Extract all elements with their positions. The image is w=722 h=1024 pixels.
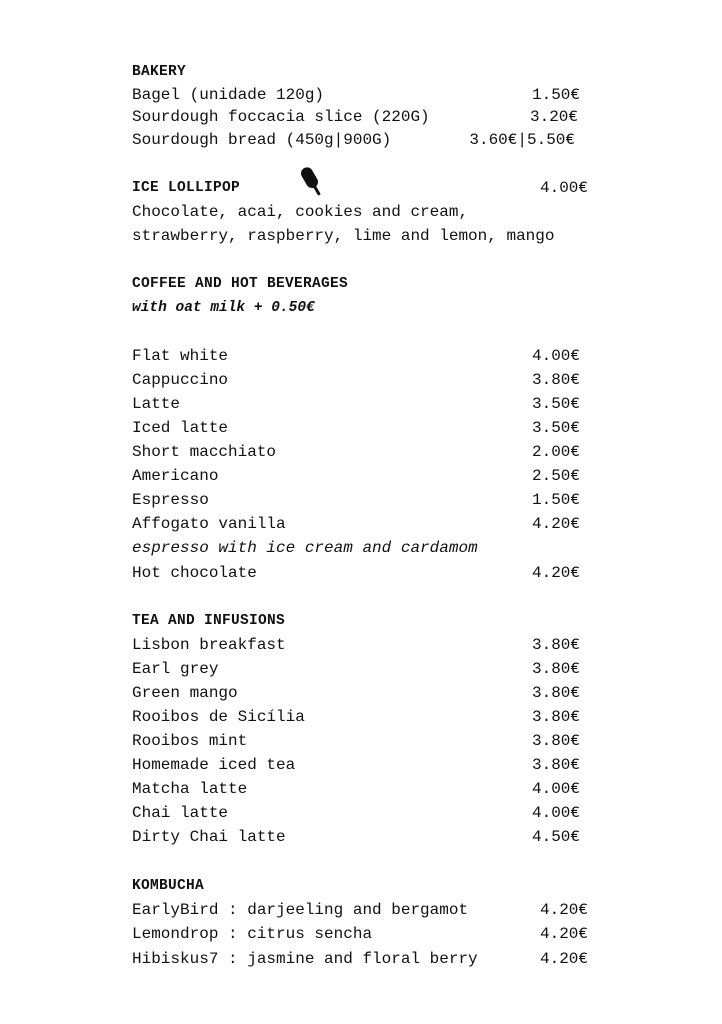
ice-lollipop-price: 4.00€ xyxy=(539,179,588,197)
menu-item-name: Earl grey xyxy=(132,660,219,678)
menu-item-price: 3.50€ xyxy=(531,395,580,413)
menu-item-price: 4.20€ xyxy=(539,925,588,943)
menu-item-price: 4.50€ xyxy=(531,828,580,846)
menu-item-price: 3.80€ xyxy=(531,708,580,726)
menu-item-name: Espresso xyxy=(132,491,209,509)
menu-item-name: Iced latte xyxy=(132,419,229,437)
menu-item-name: Latte xyxy=(132,395,181,413)
tea-heading: TEA AND INFUSIONS xyxy=(132,613,286,629)
menu-item-name: EarlyBird : darjeeling and bergamot xyxy=(132,901,469,919)
menu-item-price: 3.80€ xyxy=(531,732,580,750)
menu-item-price: 3.80€ xyxy=(531,636,580,654)
menu-item-price: 3.80€ xyxy=(531,660,580,678)
ice-lollipop-flavours: strawberry, raspberry, lime and lemon, mango xyxy=(132,227,555,245)
menu-item-name: Dirty Chai latte xyxy=(132,828,286,846)
menu-item-price: 1.50€ xyxy=(531,86,580,104)
menu-item-name: Homemade iced tea xyxy=(132,756,296,774)
menu-item-price: 2.00€ xyxy=(531,443,580,461)
menu-item-name: Affogato vanilla xyxy=(132,515,286,533)
affogato-description: espresso with ice cream and cardamom xyxy=(132,539,478,557)
menu-item-name: Lemondrop : citrus sencha xyxy=(132,925,373,943)
coffee-heading: COFFEE AND HOT BEVERAGES xyxy=(132,276,349,292)
menu-item-name: Bagel (unidade 120g) xyxy=(132,86,325,104)
menu-item-price: 1.50€ xyxy=(531,491,580,509)
menu-item-price: 3.80€ xyxy=(531,371,580,389)
menu-item-price: 3.80€ xyxy=(531,684,580,702)
menu-item-name: Hot chocolate xyxy=(132,564,257,582)
menu-item-name: Matcha latte xyxy=(132,780,248,798)
ice-lollipop-heading: ICE LOLLIPOP xyxy=(132,180,241,196)
menu-item-price: 2.50€ xyxy=(531,467,580,485)
menu-item-name: Short macchiato xyxy=(132,443,277,461)
menu-item-name: Chai latte xyxy=(132,804,229,822)
menu-item-name: Hibiskus7 : jasmine and floral berry xyxy=(132,950,478,968)
popsicle-icon xyxy=(297,164,327,205)
menu-item-name: Sourdough bread (450g|900G) xyxy=(132,131,392,149)
ice-lollipop-flavours: Chocolate, acai, cookies and cream, xyxy=(132,203,469,221)
bakery-heading: BAKERY xyxy=(132,64,187,80)
menu-item-name: Lisbon breakfast xyxy=(132,636,286,654)
menu-item-price: 4.00€ xyxy=(531,347,580,365)
menu-item-name: Flat white xyxy=(132,347,229,365)
kombucha-heading: KOMBUCHA xyxy=(132,878,205,894)
menu-item-name: Sourdough foccacia slice (220G) xyxy=(132,108,430,126)
menu-item-price: 3.50€ xyxy=(531,419,580,437)
menu-item-price: 4.00€ xyxy=(531,780,580,798)
menu-item-name: Rooibos de Sicília xyxy=(132,708,305,726)
menu-item-price: 4.20€ xyxy=(539,901,588,919)
oat-milk-note: with oat milk + 0.50€ xyxy=(132,300,315,316)
menu-item-name: Americano xyxy=(132,467,219,485)
menu-item-name: Rooibos mint xyxy=(132,732,248,750)
menu-item-name: Cappuccino xyxy=(132,371,229,389)
menu-item-price: 3.80€ xyxy=(531,756,580,774)
menu-item-price: 4.00€ xyxy=(531,804,580,822)
menu-item-price: 4.20€ xyxy=(539,950,588,968)
menu-item-price: 3.60€|5.50€ xyxy=(469,131,575,149)
menu-item-price: 4.20€ xyxy=(531,515,580,533)
menu-item-name: Green mango xyxy=(132,684,238,702)
menu-item-price: 3.20€ xyxy=(529,108,578,126)
menu-item-price: 4.20€ xyxy=(531,564,580,582)
